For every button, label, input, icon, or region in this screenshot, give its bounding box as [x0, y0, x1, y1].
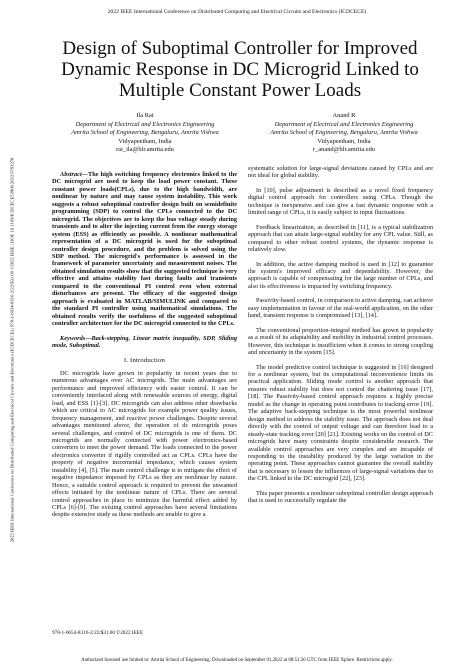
body-paragraph: The conventional proportion-integral method has grown in popularity as a result of its adaptability and mobility in industrial control processes. However, this technique is insufficient when it comes to strong coupling and uncertainty in the system [15]. [248, 326, 433, 357]
isbn-line: 978-1-6654-8316-2/22/$31.00 ©2022 IEEE [52, 630, 144, 636]
author-block-1 [45, 112, 245, 155]
keywords-label: Keywords [60, 334, 86, 342]
author-name: Ila Rai [136, 112, 154, 119]
side-citation: 2022 IEEE International Conference on Distributed Computing and Electrical Circuits and Electronics (ICDCECE) | 978-1-6654-8316-2/22/$31.00 ©2022 IEEE | DOI: 10.1109/ICDCECE53908.2022.9793278 [9, 157, 15, 543]
body-paragraph: In addition, the active damping method is used in [12] to guarantee the system's improved efficacy and dependability. However, the approach is capable of compensating for the large number of CPLs, and also its effectiveness is impacted by switching frequency. [248, 260, 433, 290]
author-department: Department of Electrical and Electronics Engineering [274, 120, 414, 128]
side-citation-strip [8, 70, 16, 630]
author-department: Department of Electrical and Electronics Engineering [75, 120, 215, 128]
abstract [52, 171, 237, 328]
body-paragraph: systematic solution for large-signal deviations caused by CPLs and are not ideal for global stability. [248, 165, 433, 180]
intro-paragraph: DC microgrids have grown in popularity in recent years due to numerous advantages over AC microgrids. The main advantages are performance and improved efficiency with easier control. It can be conveniently interfaced along with renewable sources of energy, digital load, and ESS [1]-[3]. DC microgrids can also address other drawbacks which are critical to AC microgrids for example power quality issues, frequency management, and reactive power challenges. Despite several advantages mentioned above, the operation of dc microgrids poses several challenges, and control of DC microgrids is one of them. DC microgrids are normally connected with power electronics-based converters to meet the power demand. The loads connected to the power electronics converter if rigidly controlled act as CPLs. CPLs have the property of negative incremental impedance, which causes system instability [4], [5]. The main control challenge is to mitigate the effect of negative impedance imposed by CPLs as they are nonlinear by nature. Hence, a suitable control approach is required to prevent the unwanted effects initiated by the nonlinear nature of CPLs. There are several control approaches in place to minimize the harmful effect added by CPLs [6]-[9]. The existing control approaches have several limitations despite extensive study as these methods are unable to give a [52, 369, 237, 519]
author-school: Amrita School of Engineering, Bengaluru, Amrita Vishwa [71, 129, 219, 137]
conference-header: 2022 IEEE International Conference on Distributed Computing and Electrical Circuits and Electronics (ICDCECE) [107, 9, 367, 15]
keywords-text: —Back-stepping, Linear matrix inequality, SDP, Sliding mode, Suboptimal. [52, 334, 237, 349]
license-footer: Authorized licensed use limited to: Amrita School of Engineering. Downloaded on September 01,2022 at 08:51:26 UTC from IEEE Xplore. Restrictions apply. [81, 658, 393, 663]
keywords [52, 335, 237, 350]
body-paragraph: The model predictive control technique is suggested in [16] designed for a nonlinear system, but its computational inconvenience limits its practical application. Sliding mode control is another approach that ensures robust stability but does not control the chattering issue [17], [18]. The Passivity-based control approach requires a highly precise model as the change in operating point contributes to tracking error [19]. The adaptive back-stepping technique is the most powerful nonlinear design method to address the stability issue. The approach does not deal directly with the control of output voltage and can therefore lead to a steady-state tracking error [20] [21]. Existing works on the control of DC microgrids have many constraints despite considerable research. The available control approaches are very complex and are incapable of responding to the instability produced by the large variation in the operating point. These approaches cannot guarantee the overall stability that is necessary to lessen the influences of large-signal variations due to the CPL linked to the DC microgrid [22], [23]. [248, 363, 433, 483]
author-email: rai_ila@blr.amrita.edu [116, 146, 174, 154]
author-email: r_anand@blr.amrita.edu [313, 146, 375, 154]
author-place: Vidyapeetham, India [118, 137, 172, 145]
paper-title: Design of Suboptimal Controller for Improved Dynamic Response in DC Microgrid Linked to Multiple Constant Power Loads [61, 38, 419, 101]
author-block-2 [244, 112, 444, 155]
author-name: Anand R [332, 112, 356, 119]
author-school: Amrita School of Engineering, Bengaluru, Amrita Vishwa [270, 129, 418, 137]
left-column [52, 171, 237, 519]
body-paragraph: This paper presents a nonlinear suboptimal controller design approach that is used to successfully regulate the [248, 489, 433, 505]
right-column [248, 165, 433, 505]
abstract-label: Abstract [60, 171, 82, 178]
body-paragraph: Feedback linearization, as described in [11], is a typical stabilization approach that can attain large-signal stability for any CPL value. Still, as compared to other robust control systems, the dynamic response is relatively slow. [248, 223, 433, 254]
body-paragraph: Passivity-based control, in comparison to active damping, can achieve easy implementation in favour of the real-world application, on the other hand, transient response is compromised [13], [14]. [248, 297, 433, 320]
abstract-text: —The high switching frequency electronics linked to the DC microgrid are used to keep the load power constant. These constant power loads(CPLs), due to the high bandwidth, are nonlinear by nature and may cause system instability. This work suggests a robust suboptimal controller design built on semidefinite programming (SDP) to control the CPLs connected to the DC microgrid. The objectives are to keep the bus voltage steady during transients and to alter the injecting current from the energy storage system (ESS) as efficiently as possible. A nonlinear mathematical representation of a DC microgrid is used for the suboptimal controller design procedure, and the problem is solved using the SDP method. The microgrid's performance is assessed in the framework of parameter uncertainty and measurement noises. The obtained simulation results show that the suggested technique is very effective and attains stability fast during faults and transients compared to the conventional PI control even when external disturbances are present. The efficacy of the suggested design approach is evaluated in MATLAB/SIMULINK and compared to the standard PI controller using mathematical simulations. The obtained results verify the usefulness of the suggested suboptimal controller architecture for the DC microgrid connected to the CPLs. [52, 171, 237, 328]
body-paragraph: In [10], pulse adjustment is described as a novel fixed frequency digital control approach for controllers using CPLs. Though the technique is inexpensive and can give a fast dynamic response with a limited range of CPLs, it is easily subject to input fluctuations. [248, 186, 433, 217]
author-place: Vidyapeetham, India [317, 137, 371, 145]
section-heading: I. Introduction [123, 357, 166, 365]
